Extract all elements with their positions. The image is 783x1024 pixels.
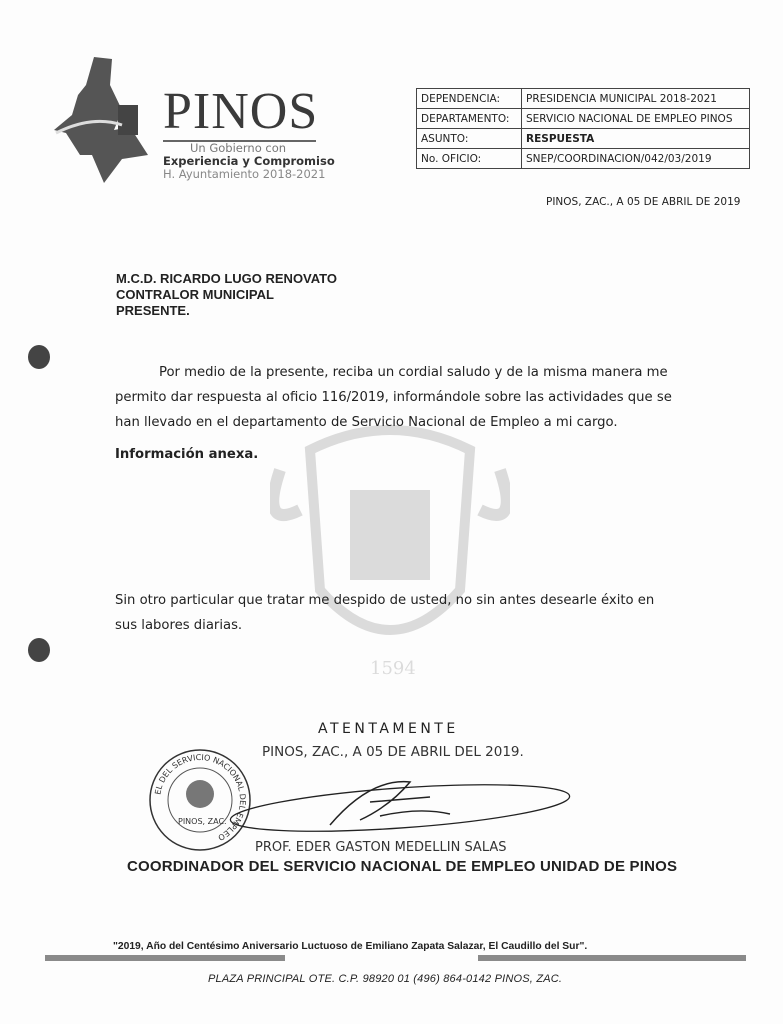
footer-motto: "2019, Año del Centésimo Aniversario Luctuoso de Emiliano Zapata Salazar, El Caudillo del Sur". — [113, 941, 588, 952]
logo-ayuntamiento: H. Ayuntamiento 2018-2021 — [163, 167, 326, 181]
info-row-dependencia — [417, 89, 750, 109]
footer-bar-right — [478, 955, 746, 961]
watermark-year: 1594 — [370, 658, 416, 679]
info-label: ASUNTO: — [417, 129, 522, 149]
closing-place-date: PINOS, ZAC., A 05 DE ABRIL DEL 2019. — [262, 744, 524, 760]
info-label: DEPENDENCIA: — [417, 89, 522, 109]
document-info-table — [416, 88, 750, 169]
annex-note: Información anexa. — [115, 447, 259, 462]
info-value: RESPUESTA — [522, 129, 750, 149]
addressee-block — [116, 271, 337, 319]
closing-salutation: ATENTAMENTE — [318, 721, 459, 737]
addressee-name: M.C.D. RICARDO LUGO RENOVATO — [116, 271, 337, 286]
body-paragraph-1: Por medio de la presente, reciba un cordial saludo y de la misma manera me permito dar respuesta al oficio 116/2019, informándole sobre las actividades que se han llevado en el departamento de Servicio Nacional de Empleo a mi cargo. — [115, 365, 672, 430]
punch-hole — [28, 345, 50, 369]
signer-role: COORDINADOR DEL SERVICIO NACIONAL DE EMPLEO UNIDAD DE PINOS — [127, 858, 678, 875]
punch-hole — [28, 638, 50, 662]
footer-bar-left — [45, 955, 285, 961]
addressee-greeting: PRESENTE. — [116, 303, 190, 318]
signer-name: PROF. EDER GASTON MEDELLIN SALAS — [255, 840, 507, 855]
footer-address: PLAZA PRINCIPAL OTE. C.P. 98920 01 (496) 864-0142 PINOS, ZAC. — [208, 973, 563, 985]
addressee-position: CONTRALOR MUNICIPAL — [116, 287, 274, 302]
info-row-asunto — [417, 129, 750, 149]
info-value: SERVICIO NACIONAL DE EMPLEO PINOS — [522, 109, 750, 129]
info-label: DEPARTAMENTO: — [417, 109, 522, 129]
info-row-oficio — [417, 149, 750, 169]
info-label: No. OFICIO: — [417, 149, 522, 169]
coat-of-arms-watermark — [270, 410, 510, 700]
body-paragraph-2: Sin otro particular que tratar me despido de usted, no sin antes desearle éxito en sus labores diarias. — [115, 593, 655, 633]
logo-tagline-bold: Experiencia y Compromiso — [163, 154, 335, 168]
pinos-map-logo — [52, 55, 152, 185]
stamp-bottom-text: PINOS, ZAC. — [178, 817, 227, 826]
info-value: PRESIDENCIA MUNICIPAL 2018-2021 — [522, 89, 750, 109]
logo-tagline: Un Gobierno con — [190, 141, 287, 155]
info-row-departamento — [417, 109, 750, 129]
stamp-outer-text: EL DEL SERVICIO NACIONAL DEL EMPLEO — [153, 752, 248, 843]
info-value: SNEP/COORDINACION/042/03/2019 — [522, 149, 750, 169]
logo-title: PINOS — [163, 83, 319, 140]
handwritten-signature — [220, 770, 580, 840]
header-date: PINOS, ZAC., A 05 DE ABRIL DE 2019 — [546, 196, 741, 208]
